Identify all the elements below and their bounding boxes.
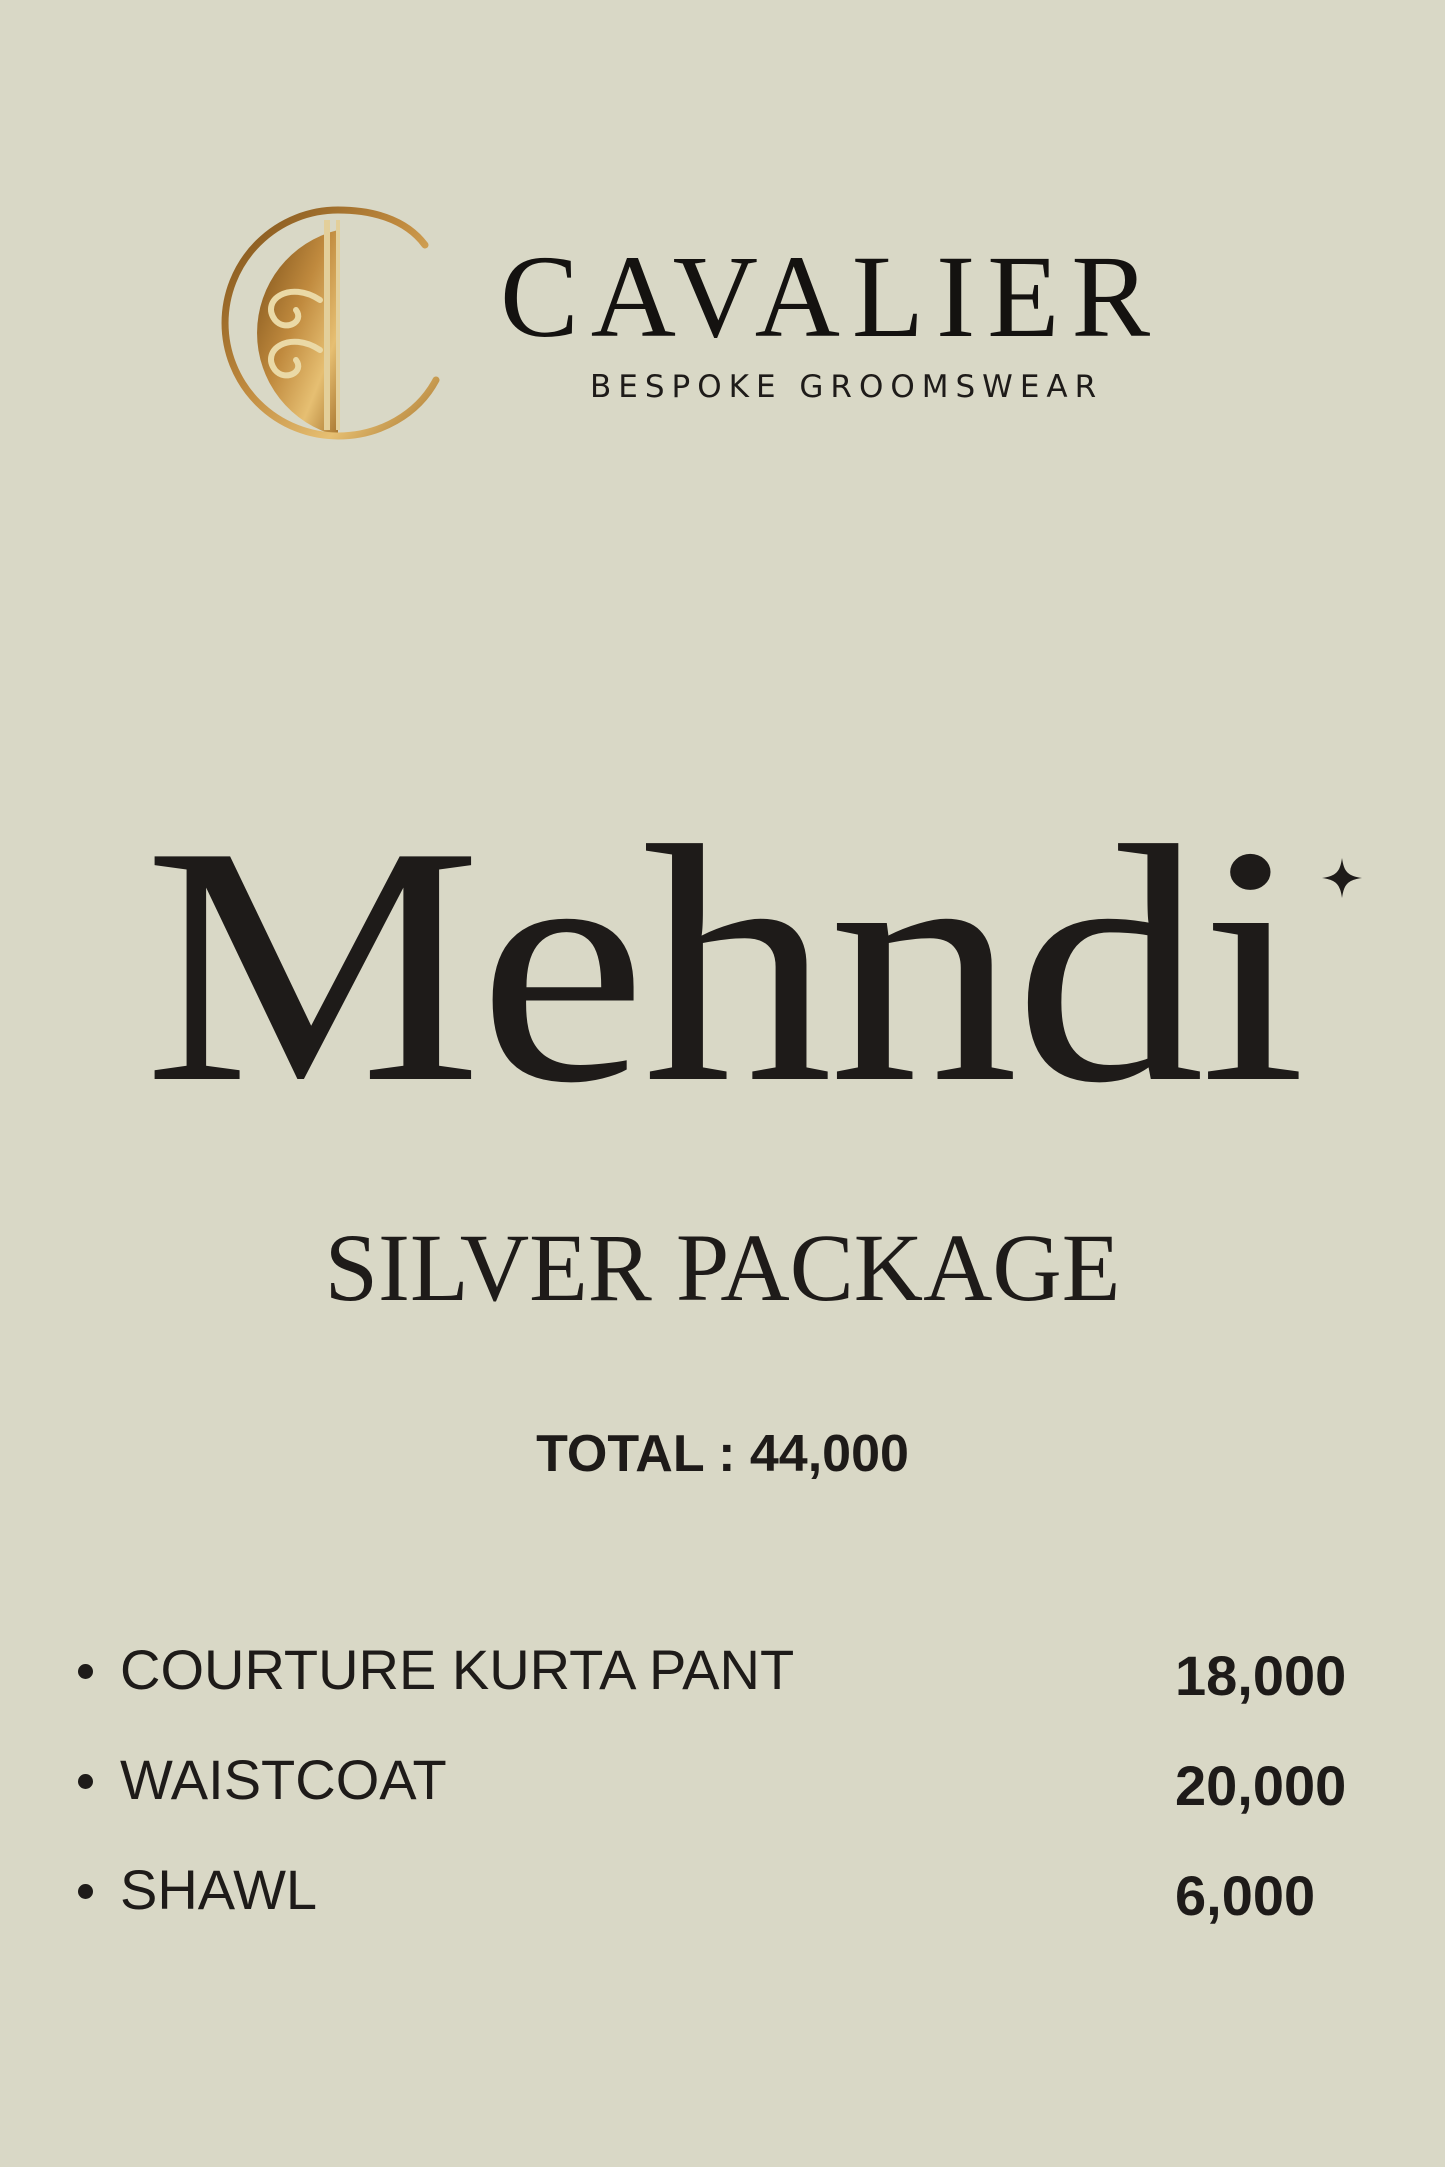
event-title: Mehndi — [143, 776, 1302, 1153]
item-label: WAISTCOAT — [120, 1748, 447, 1811]
item-price: 20,000 — [1175, 1754, 1347, 1817]
bullet-icon — [78, 1884, 93, 1899]
cavalier-c-monogram-icon — [220, 200, 450, 440]
item-label: COURTURE KURTA PANT — [120, 1638, 795, 1701]
brand-logo — [220, 200, 1240, 440]
list-item — [78, 1748, 1368, 1818]
bullet-icon — [78, 1774, 93, 1789]
brand-tagline: BESPOKE GROOMSWEAR — [590, 369, 1104, 405]
brand-name: CAVALIER — [500, 231, 1163, 362]
list-item — [78, 1638, 1368, 1708]
sparkle-icon — [1322, 858, 1362, 898]
item-price: 18,000 — [1175, 1644, 1347, 1707]
package-name: SILVER PACKAGE — [324, 1214, 1121, 1321]
total-price: TOTAL : 44,000 — [536, 1425, 909, 1483]
item-label: SHAWL — [120, 1858, 318, 1921]
bullet-icon — [78, 1664, 93, 1679]
item-price: 6,000 — [1175, 1864, 1316, 1927]
list-item — [78, 1858, 1368, 1928]
